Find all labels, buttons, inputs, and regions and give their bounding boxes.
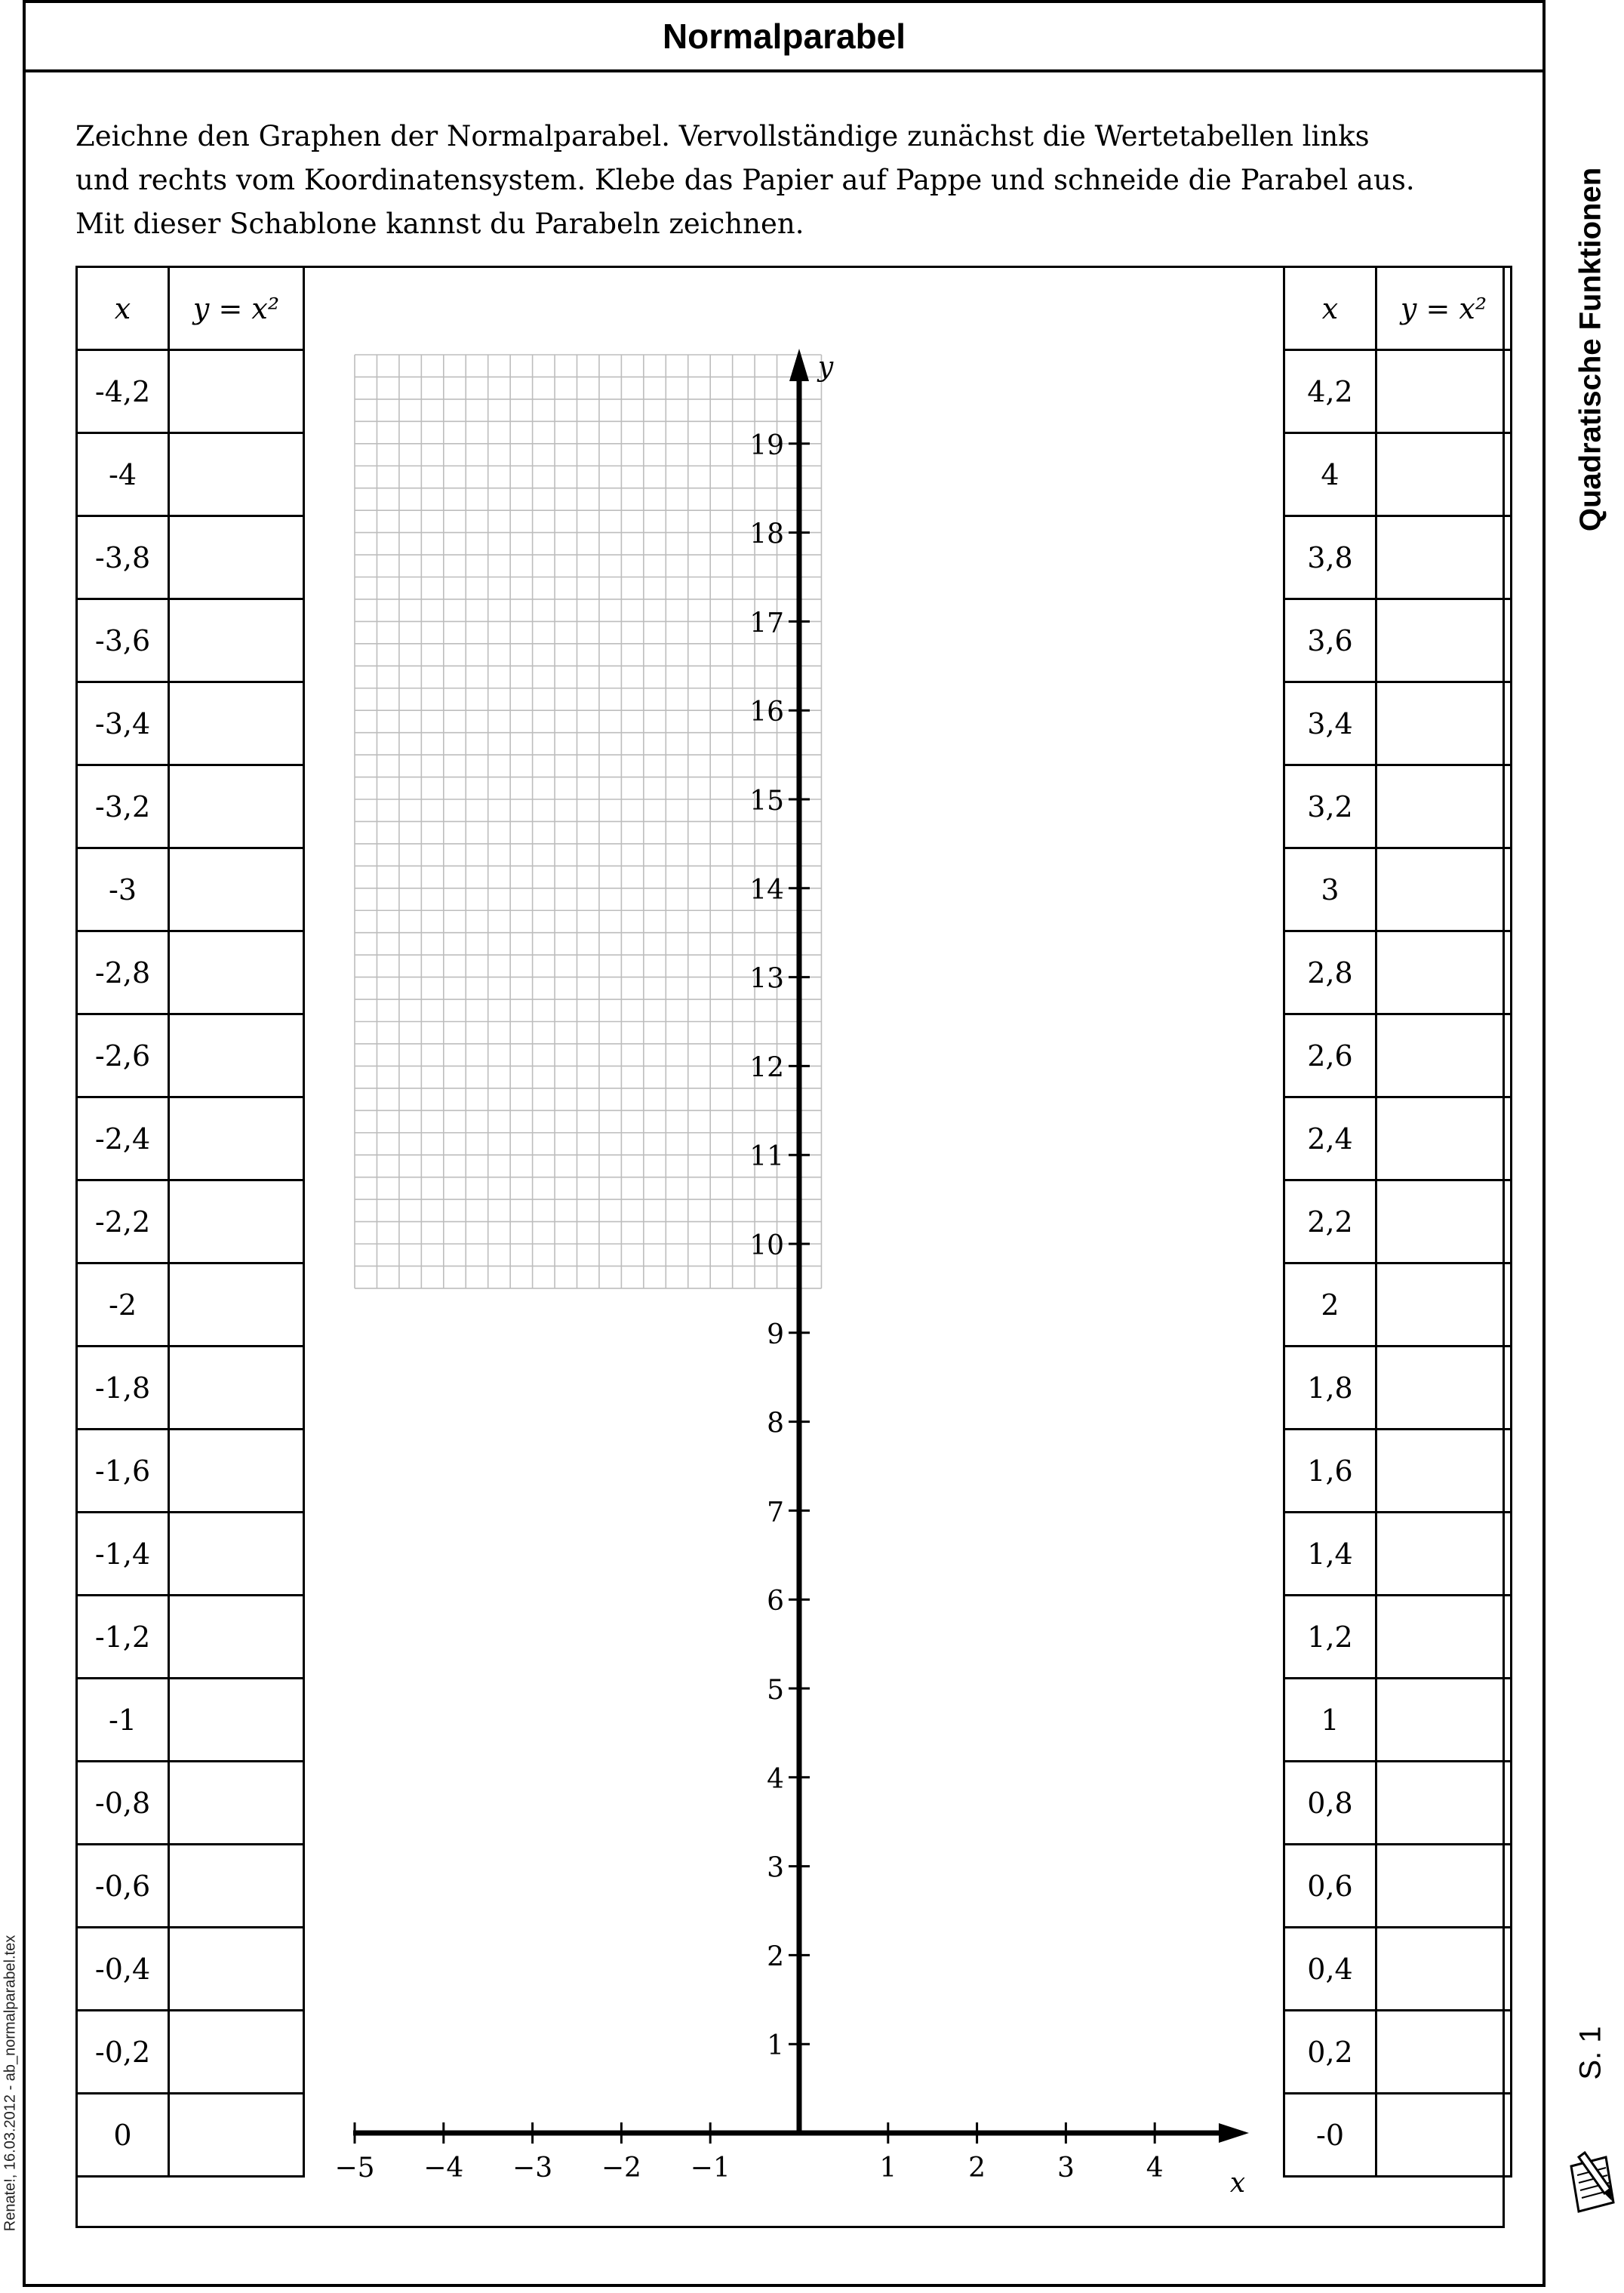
y-tick-label: 15	[749, 786, 784, 817]
x-value-cell: 1	[1284, 1679, 1376, 1762]
x-value-cell: 3,8	[1284, 516, 1376, 599]
x-value-cell: 2,6	[1284, 1014, 1376, 1097]
x-value-cell: -4,2	[77, 350, 169, 433]
x-tick-label: 1	[879, 2153, 897, 2184]
x-value-cell: -1,6	[77, 1430, 169, 1513]
x-value-cell: -0,8	[77, 1762, 169, 1845]
x-value-cell: 3,4	[1284, 682, 1376, 765]
x-value-cell: 1,4	[1284, 1513, 1376, 1596]
x-value-cell: -3	[77, 848, 169, 931]
x-tick-label: 2	[968, 2153, 986, 2184]
x-value-cell: 1,6	[1284, 1430, 1376, 1513]
y-tick-label: 13	[749, 963, 784, 995]
x-value-cell: 0,4	[1284, 1928, 1376, 2011]
side-title: Quadratische Funktionen	[1573, 167, 1607, 532]
x-value-cell: 1,2	[1284, 1596, 1376, 1679]
y-axis-arrow	[789, 349, 809, 381]
y-tick-label: 17	[749, 608, 784, 639]
instruction-line: Mit dieser Schablone kannst du Parabeln zeichnen.	[75, 208, 804, 240]
x-value-cell: -0,2	[77, 2011, 169, 2094]
y-tick-label: 9	[767, 1319, 784, 1350]
x-value-cell: -0	[1284, 2094, 1376, 2177]
x-tick-label: −5	[334, 2153, 375, 2184]
x-value-cell: 4,2	[1284, 350, 1376, 433]
y-tick-label: 3	[767, 1852, 784, 1884]
footer-note: Renate!, 16.03.2012 - ab_normalparabel.tex	[2, 1934, 19, 2232]
x-value-cell: 0,8	[1284, 1762, 1376, 1845]
x-value-cell: 2,8	[1284, 931, 1376, 1014]
x-value-cell: -2,6	[77, 1014, 169, 1097]
x-value-cell: -3,8	[77, 516, 169, 599]
y-tick-label: 1	[767, 2030, 784, 2062]
x-value-cell: 1,8	[1284, 1347, 1376, 1430]
x-value-cell: 3,2	[1284, 765, 1376, 848]
page-number: S. 1	[1573, 2026, 1607, 2080]
y-tick-label: 14	[749, 874, 784, 906]
x-value-cell: -1	[77, 1679, 169, 1762]
column-header-y: y = x²	[169, 267, 304, 350]
y-tick-label: 8	[767, 1408, 784, 1439]
x-tick-label: −1	[690, 2153, 730, 2184]
x-value-cell: -2,2	[77, 1180, 169, 1263]
x-tick-label: −2	[601, 2153, 641, 2184]
x-axis-arrow	[1219, 2123, 1249, 2143]
column-header-y: y = x²	[1376, 267, 1512, 350]
y-tick-label: 19	[749, 429, 784, 461]
x-tick-label: 4	[1146, 2153, 1164, 2184]
y-axis-label: y	[817, 352, 834, 383]
x-value-cell: -2	[77, 1263, 169, 1347]
y-tick-label: 5	[767, 1675, 784, 1706]
x-axis-label: x	[1229, 2168, 1246, 2199]
x-value-cell: 3,6	[1284, 599, 1376, 682]
y-tick-label: 10	[749, 1230, 784, 1261]
x-value-cell: 0,6	[1284, 1845, 1376, 1928]
y-tick-label: 12	[749, 1052, 784, 1084]
y-tick-label: 18	[749, 519, 784, 550]
pencil-paper-icon	[1562, 2144, 1622, 2219]
x-value-cell: 2,2	[1284, 1180, 1376, 1263]
column-header-x: x	[1284, 267, 1376, 350]
x-value-cell: 4	[1284, 433, 1376, 516]
x-value-cell: -0,6	[77, 1845, 169, 1928]
x-value-cell: -3,2	[77, 765, 169, 848]
y-tick-label: 16	[749, 697, 784, 728]
x-value-cell: -4	[77, 433, 169, 516]
x-tick-label: −4	[423, 2153, 464, 2184]
instruction-line: Zeichne den Graphen der Normalparabel. Vervollständige zunächst die Wertetabellen links	[75, 120, 1370, 152]
x-tick-label: −3	[512, 2153, 553, 2184]
x-value-cell: -1,8	[77, 1347, 169, 1430]
x-value-cell: -1,2	[77, 1596, 169, 1679]
x-value-cell: 2,4	[1284, 1097, 1376, 1180]
y-tick-label: 11	[749, 1141, 784, 1173]
x-value-cell: 0,2	[1284, 2011, 1376, 2094]
y-tick-label: 4	[767, 1763, 784, 1795]
x-tick-label: 3	[1057, 2153, 1075, 2184]
page-title: Normalparabel	[662, 17, 906, 56]
x-value-cell: -0,4	[77, 1928, 169, 2011]
x-value-cell: 3	[1284, 848, 1376, 931]
y-tick-label: 2	[767, 1941, 784, 1973]
y-tick-label: 6	[767, 1586, 784, 1617]
x-value-cell: -3,4	[77, 682, 169, 765]
x-value-cell: 2	[1284, 1263, 1376, 1347]
column-header-x: x	[77, 267, 169, 350]
instruction-line: und rechts vom Koordinatensystem. Klebe das Papier auf Pappe und schneide die Parabel aus.	[75, 164, 1415, 196]
x-value-cell: -1,4	[77, 1513, 169, 1596]
x-value-cell: 0	[77, 2094, 169, 2177]
x-value-cell: -3,6	[77, 599, 169, 682]
x-value-cell: -2,4	[77, 1097, 169, 1180]
ticks	[334, 352, 1245, 2199]
x-value-cell: -2,8	[77, 931, 169, 1014]
y-tick-label: 7	[767, 1497, 784, 1528]
